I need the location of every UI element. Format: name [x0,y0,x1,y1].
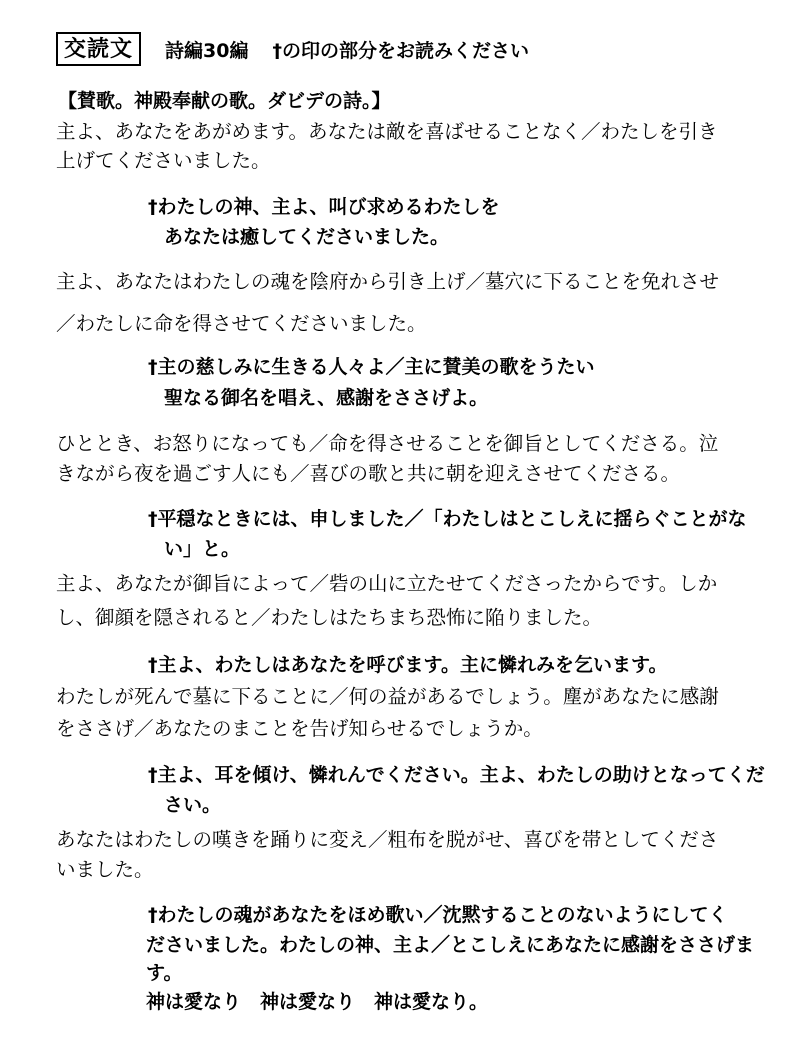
congregation-line: いました。 [56,858,154,881]
leader-line: †主よ、わたしはあなたを呼びます。主に憐れみを乞います。 [148,654,668,676]
leader-line: す。 [146,962,183,984]
congregation-line: し、御顔を隠されると／わたしはたちまち恐怖に陥りました。 [56,606,603,629]
congregation-line: 主よ、あなたが御旨によって／砦の山に立たせてくださったからです。しか [56,572,718,595]
leader-line: †主の慈しみに生きる人々よ／主に賛美の歌をうたい [148,356,595,378]
closing-line: 神は愛なり 神は愛なり 神は愛なり。 [146,991,489,1013]
responsive-reading-label: 交読文 [56,32,141,66]
superscription: 【賛歌。神殿奉献の歌。ダビデの詩。】 [58,90,391,112]
leader-line: †わたしの神、主よ、叫び求めるわたしを [148,196,500,218]
leader-line: い」と。 [164,538,241,560]
congregation-line: 上げてくださいました。 [56,149,271,172]
congregation-line: 主よ、あなたはわたしの魂を陰府から引き上げ／墓穴に下ることを免れさせ [56,270,720,293]
congregation-line: 主よ、あなたをあがめます。あなたは敵を喜ばせることなく／わたしを引き [56,120,718,143]
psalm-reference: 詩編30編 [165,39,249,62]
congregation-line: ひととき、お怒りになっても／命を得させることを御旨としてくださる。泣 [56,432,719,455]
congregation-line: きながら夜を過ごす人にも／喜びの歌と共に朝を迎えさせてくださる。 [56,462,681,485]
congregation-line: をささげ／あなたのまことを告げ知らせるでしょうか。 [56,717,543,740]
leader-line: ださいました。わたしの神、主よ／とこしえにあなたに感謝をささげま [146,934,755,956]
leader-line: 聖なる御名を唱え、感謝をささげよ。 [164,387,489,409]
congregation-line: あなたはわたしの嘆きを踊りに変え／粗布を脱がせ、喜びを帯としてくださ [56,828,719,851]
congregation-line: ／わたしに命を得させてくださいました。 [56,312,427,335]
leader-line: †平穏なときには、申しました／「わたしはとこしえに揺らぐことがな [148,508,747,530]
leader-line: †主よ、耳を傾け、憐れんでください。主よ、わたしの助けとなってくだ [148,764,765,786]
leader-line: さい。 [164,794,222,816]
header [56,32,529,66]
leader-line: †わたしの魂があなたをほめ歌い／沈黙することのないようにしてく [148,904,728,926]
congregation-line: わたしが死んで墓に下ることに／何の益があるでしょう。塵があなたに感謝 [56,685,719,708]
leader-line: あなたは癒してくださいました。 [164,226,450,248]
reading-instruction: †の印の部分をお読みください [272,39,529,62]
